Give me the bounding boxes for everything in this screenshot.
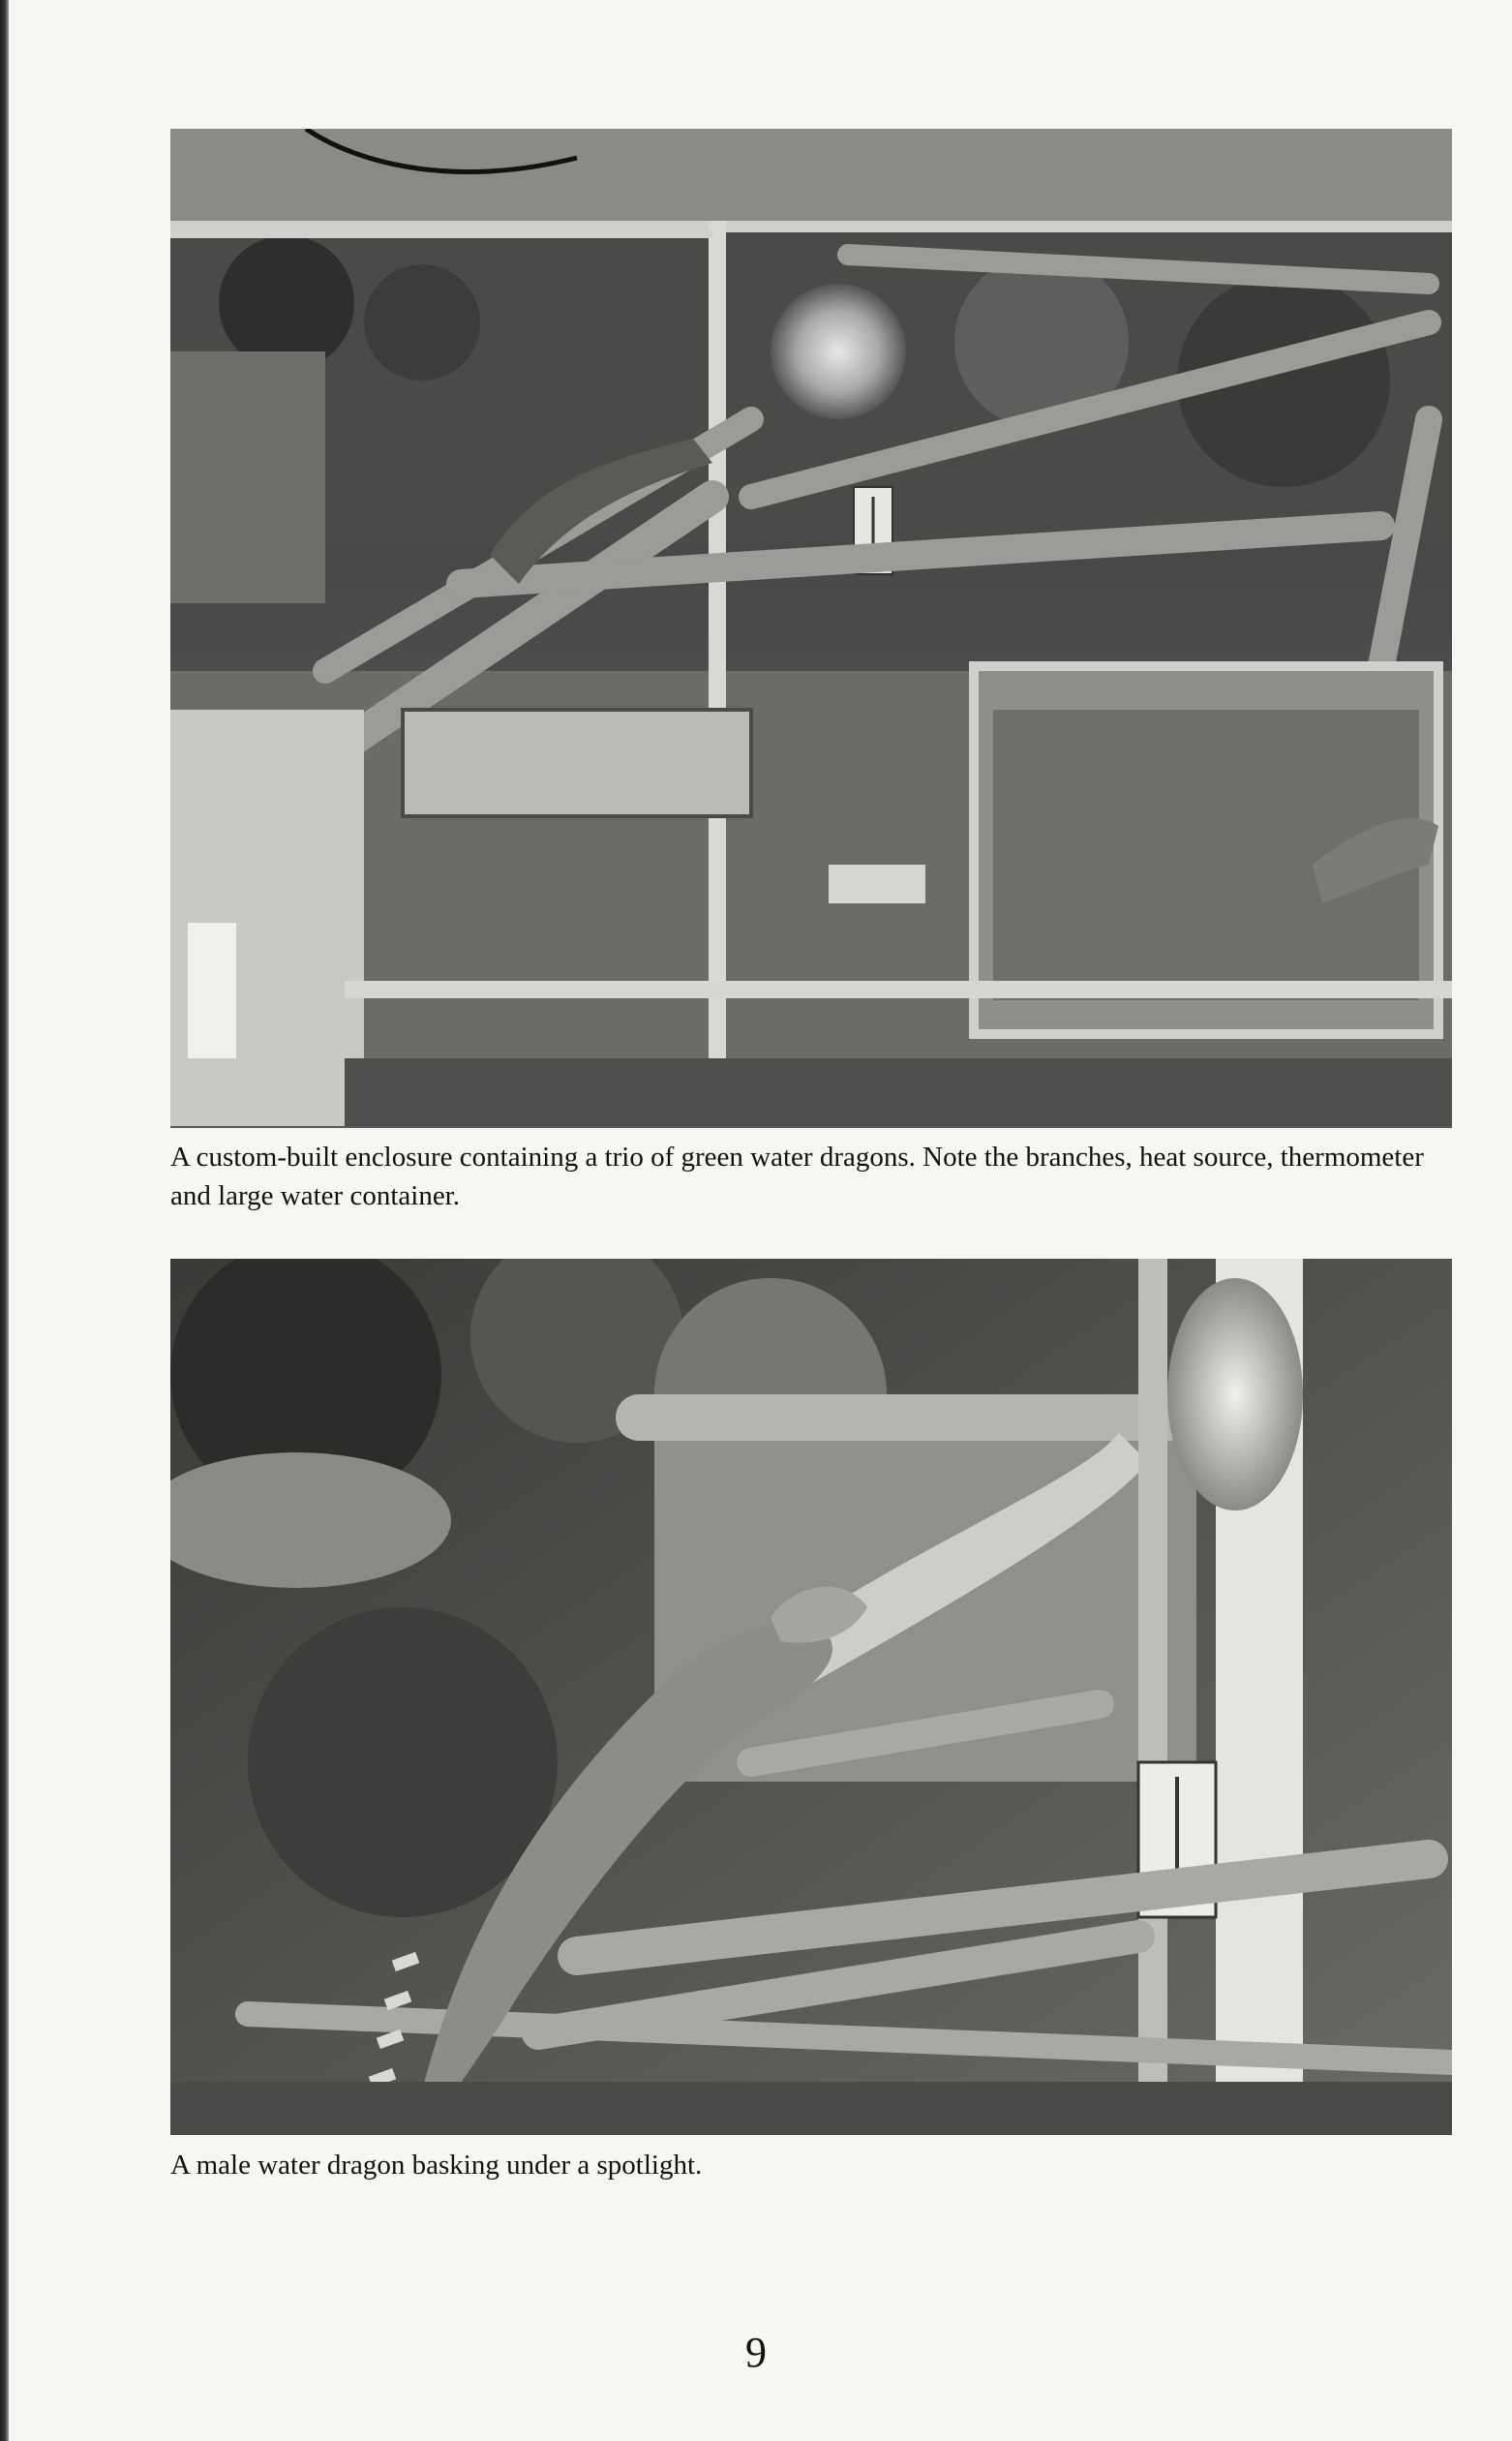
enclosure-photo-image bbox=[170, 129, 1452, 1128]
basking-dragon-photo-caption: A male water dragon basking under a spotlight. bbox=[170, 2150, 703, 2181]
enclosure-photo bbox=[170, 129, 1452, 1128]
basking-dragon-photo-image bbox=[170, 1259, 1452, 2135]
page-number: 9 bbox=[745, 2329, 767, 2376]
binding-edge bbox=[0, 0, 9, 2441]
enclosure-photo-caption: A custom-built enclosure containing a trio of green water dragons. Note the branches, heat source, thermometer and large water container. bbox=[170, 1142, 1424, 1211]
basking-dragon-photo bbox=[170, 1259, 1452, 2135]
